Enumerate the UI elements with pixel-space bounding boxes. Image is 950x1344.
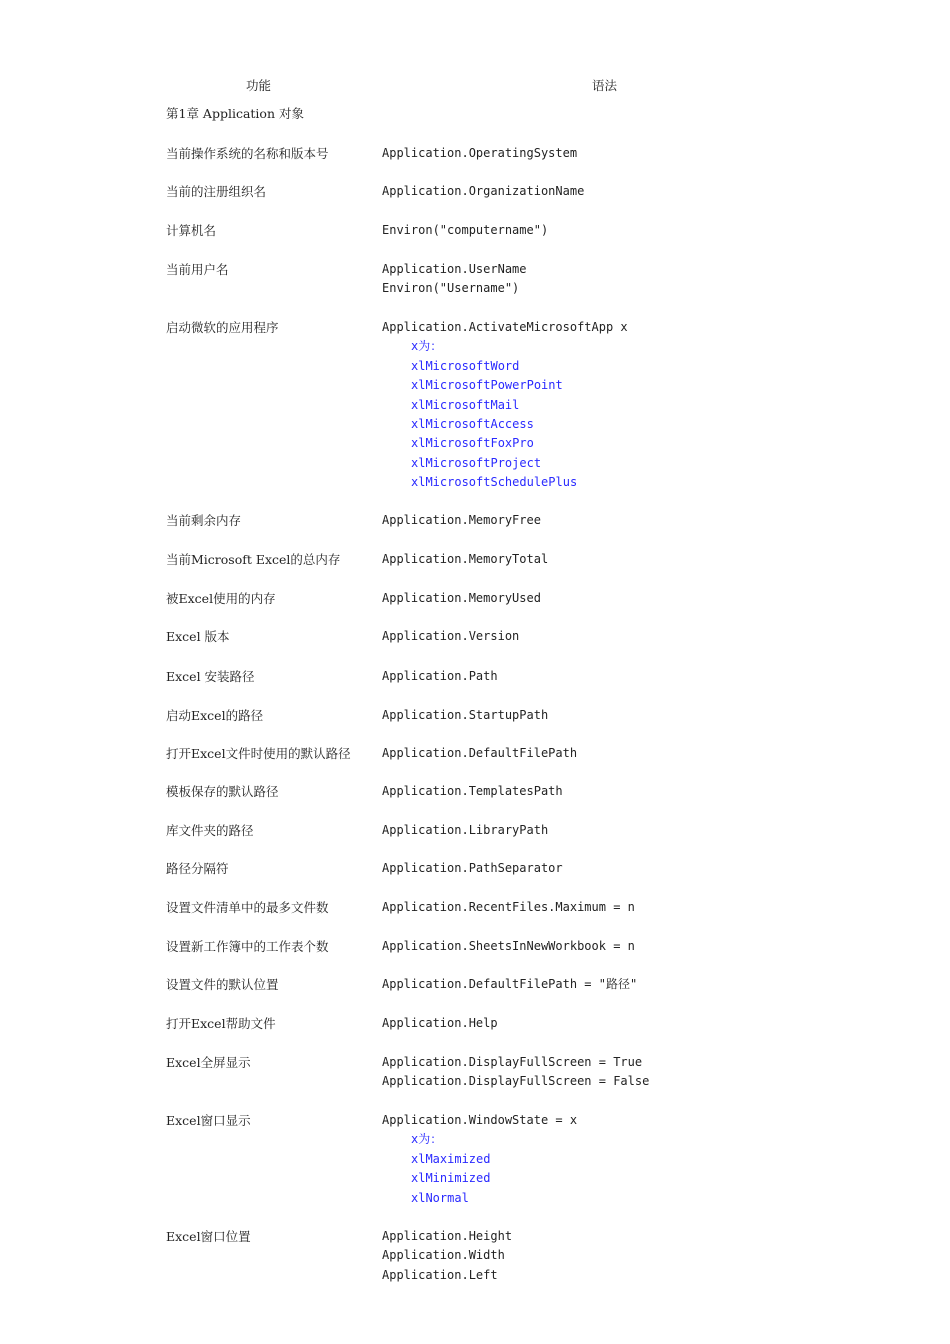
syntax-line: Application.Width bbox=[382, 1248, 505, 1263]
syntax-line: Application.MemoryTotal bbox=[382, 552, 549, 566]
syntax-line: Application.UserName bbox=[382, 262, 527, 276]
syntax-cell bbox=[382, 1053, 649, 1092]
syntax-line: Application.Height bbox=[382, 1229, 513, 1243]
function-cell: 设置文件的默认位置 bbox=[166, 977, 279, 992]
function-cell: 被Excel使用的内存 bbox=[166, 591, 276, 606]
syntax-cell bbox=[382, 550, 548, 569]
syntax-line: Application.Left bbox=[382, 1267, 498, 1282]
syntax-line: Application.MemoryFree bbox=[382, 513, 541, 527]
option-label: x为： bbox=[411, 339, 443, 354]
function-cell: 当前Microsoft Excel的总内存 bbox=[166, 552, 341, 567]
syntax-line: Application.DefaultFilePath bbox=[382, 746, 578, 760]
function-cell: 当前的注册组织名 bbox=[166, 184, 267, 199]
function-cell: Excel 版本 bbox=[166, 629, 230, 644]
function-cell: 路径分隔符 bbox=[166, 861, 229, 876]
function-cell: 计算机名 bbox=[166, 223, 217, 238]
function-cell: Excel窗口显示 bbox=[166, 1113, 251, 1128]
option-constant: xlMinimized bbox=[411, 1171, 491, 1186]
syntax-cell bbox=[382, 589, 541, 608]
syntax-cell bbox=[382, 318, 628, 493]
function-cell: 打开Excel帮助文件 bbox=[166, 1016, 276, 1031]
function-cell: 启动微软的应用程序 bbox=[166, 320, 279, 335]
function-cell: Excel全屏显示 bbox=[166, 1055, 251, 1070]
function-cell: 启动Excel的路径 bbox=[166, 708, 264, 723]
option-label: x为： bbox=[411, 1132, 443, 1147]
syntax-cell bbox=[382, 859, 563, 878]
syntax-line: Application.Help bbox=[382, 1016, 498, 1030]
syntax-cell bbox=[382, 706, 548, 725]
function-cell: 设置新工作簿中的工作表个数 bbox=[166, 939, 329, 954]
syntax-line: Application.MemoryUsed bbox=[382, 591, 541, 605]
option-constant: xlMicrosoftWord bbox=[411, 358, 520, 373]
option-constant: xlMicrosoftProject bbox=[411, 455, 542, 470]
syntax-line: Application.OperatingSystem bbox=[382, 146, 578, 160]
function-cell: 库文件夹的路径 bbox=[166, 823, 254, 838]
syntax-cell bbox=[382, 744, 577, 763]
syntax-cell bbox=[382, 821, 548, 840]
syntax-line: Application.SheetsInNewWorkbook = n bbox=[382, 939, 635, 953]
option-constant: xlMaximized bbox=[411, 1151, 491, 1166]
syntax-line: Application.TemplatesPath bbox=[382, 784, 563, 798]
function-cell: 模板保存的默认路径 bbox=[166, 784, 279, 799]
option-constant: xlMicrosoftFoxPro bbox=[411, 436, 534, 451]
syntax-line: Application.PathSeparator bbox=[382, 861, 563, 875]
syntax-cell bbox=[382, 937, 635, 956]
syntax-line: Application.Path bbox=[382, 669, 498, 683]
syntax-line: Application.StartupPath bbox=[382, 708, 549, 722]
function-cell: Excel 安装路径 bbox=[166, 669, 255, 684]
option-constant: xlMicrosoftAccess bbox=[411, 416, 534, 431]
syntax-cell bbox=[382, 511, 541, 530]
syntax-line: Application.Version bbox=[382, 629, 520, 643]
syntax-cell bbox=[382, 144, 577, 163]
syntax-cell bbox=[382, 667, 498, 686]
syntax-cell bbox=[382, 975, 637, 994]
column-header-function: 功能 bbox=[246, 78, 272, 93]
syntax-line: Environ("computername") bbox=[382, 223, 549, 237]
function-cell: 当前操作系统的名称和版本号 bbox=[166, 146, 329, 161]
syntax-cell bbox=[382, 898, 635, 917]
syntax-line: Application.LibraryPath bbox=[382, 823, 549, 837]
chapter-heading: 第1章 Application 对象 bbox=[166, 106, 304, 121]
option-constant: xlMicrosoftMail bbox=[411, 397, 520, 412]
function-cell: 当前用户名 bbox=[166, 262, 229, 277]
function-cell: 打开Excel文件时使用的默认路径 bbox=[166, 746, 351, 761]
syntax-line: Application.WindowState = x bbox=[382, 1113, 578, 1127]
syntax-line: Application.DisplayFullScreen = False bbox=[382, 1074, 650, 1089]
option-constant: xlMicrosoftSchedulePlus bbox=[411, 475, 578, 490]
function-cell: 当前剩余内存 bbox=[166, 513, 242, 528]
syntax-cell bbox=[382, 782, 563, 801]
syntax-cell bbox=[382, 260, 527, 299]
function-cell: 设置文件清单中的最多文件数 bbox=[166, 900, 329, 915]
option-constant: xlNormal bbox=[411, 1190, 469, 1205]
syntax-line: Application.RecentFiles.Maximum = n bbox=[382, 900, 635, 914]
column-header-syntax: 语法 bbox=[592, 78, 618, 93]
syntax-line: Application.DisplayFullScreen = True bbox=[382, 1055, 643, 1069]
syntax-line: Application.ActivateMicrosoftApp x bbox=[382, 320, 628, 334]
syntax-cell bbox=[382, 627, 519, 646]
syntax-line: Application.DefaultFilePath = "路径" bbox=[382, 977, 638, 991]
syntax-cell bbox=[382, 221, 548, 240]
syntax-cell bbox=[382, 1111, 577, 1208]
syntax-cell bbox=[382, 1014, 498, 1033]
syntax-line: Application.OrganizationName bbox=[382, 184, 585, 198]
syntax-cell bbox=[382, 1227, 512, 1285]
syntax-line: Environ("Username") bbox=[382, 281, 520, 296]
syntax-cell bbox=[382, 182, 584, 201]
option-constant: xlMicrosoftPowerPoint bbox=[411, 378, 563, 393]
function-cell: Excel窗口位置 bbox=[166, 1229, 251, 1244]
